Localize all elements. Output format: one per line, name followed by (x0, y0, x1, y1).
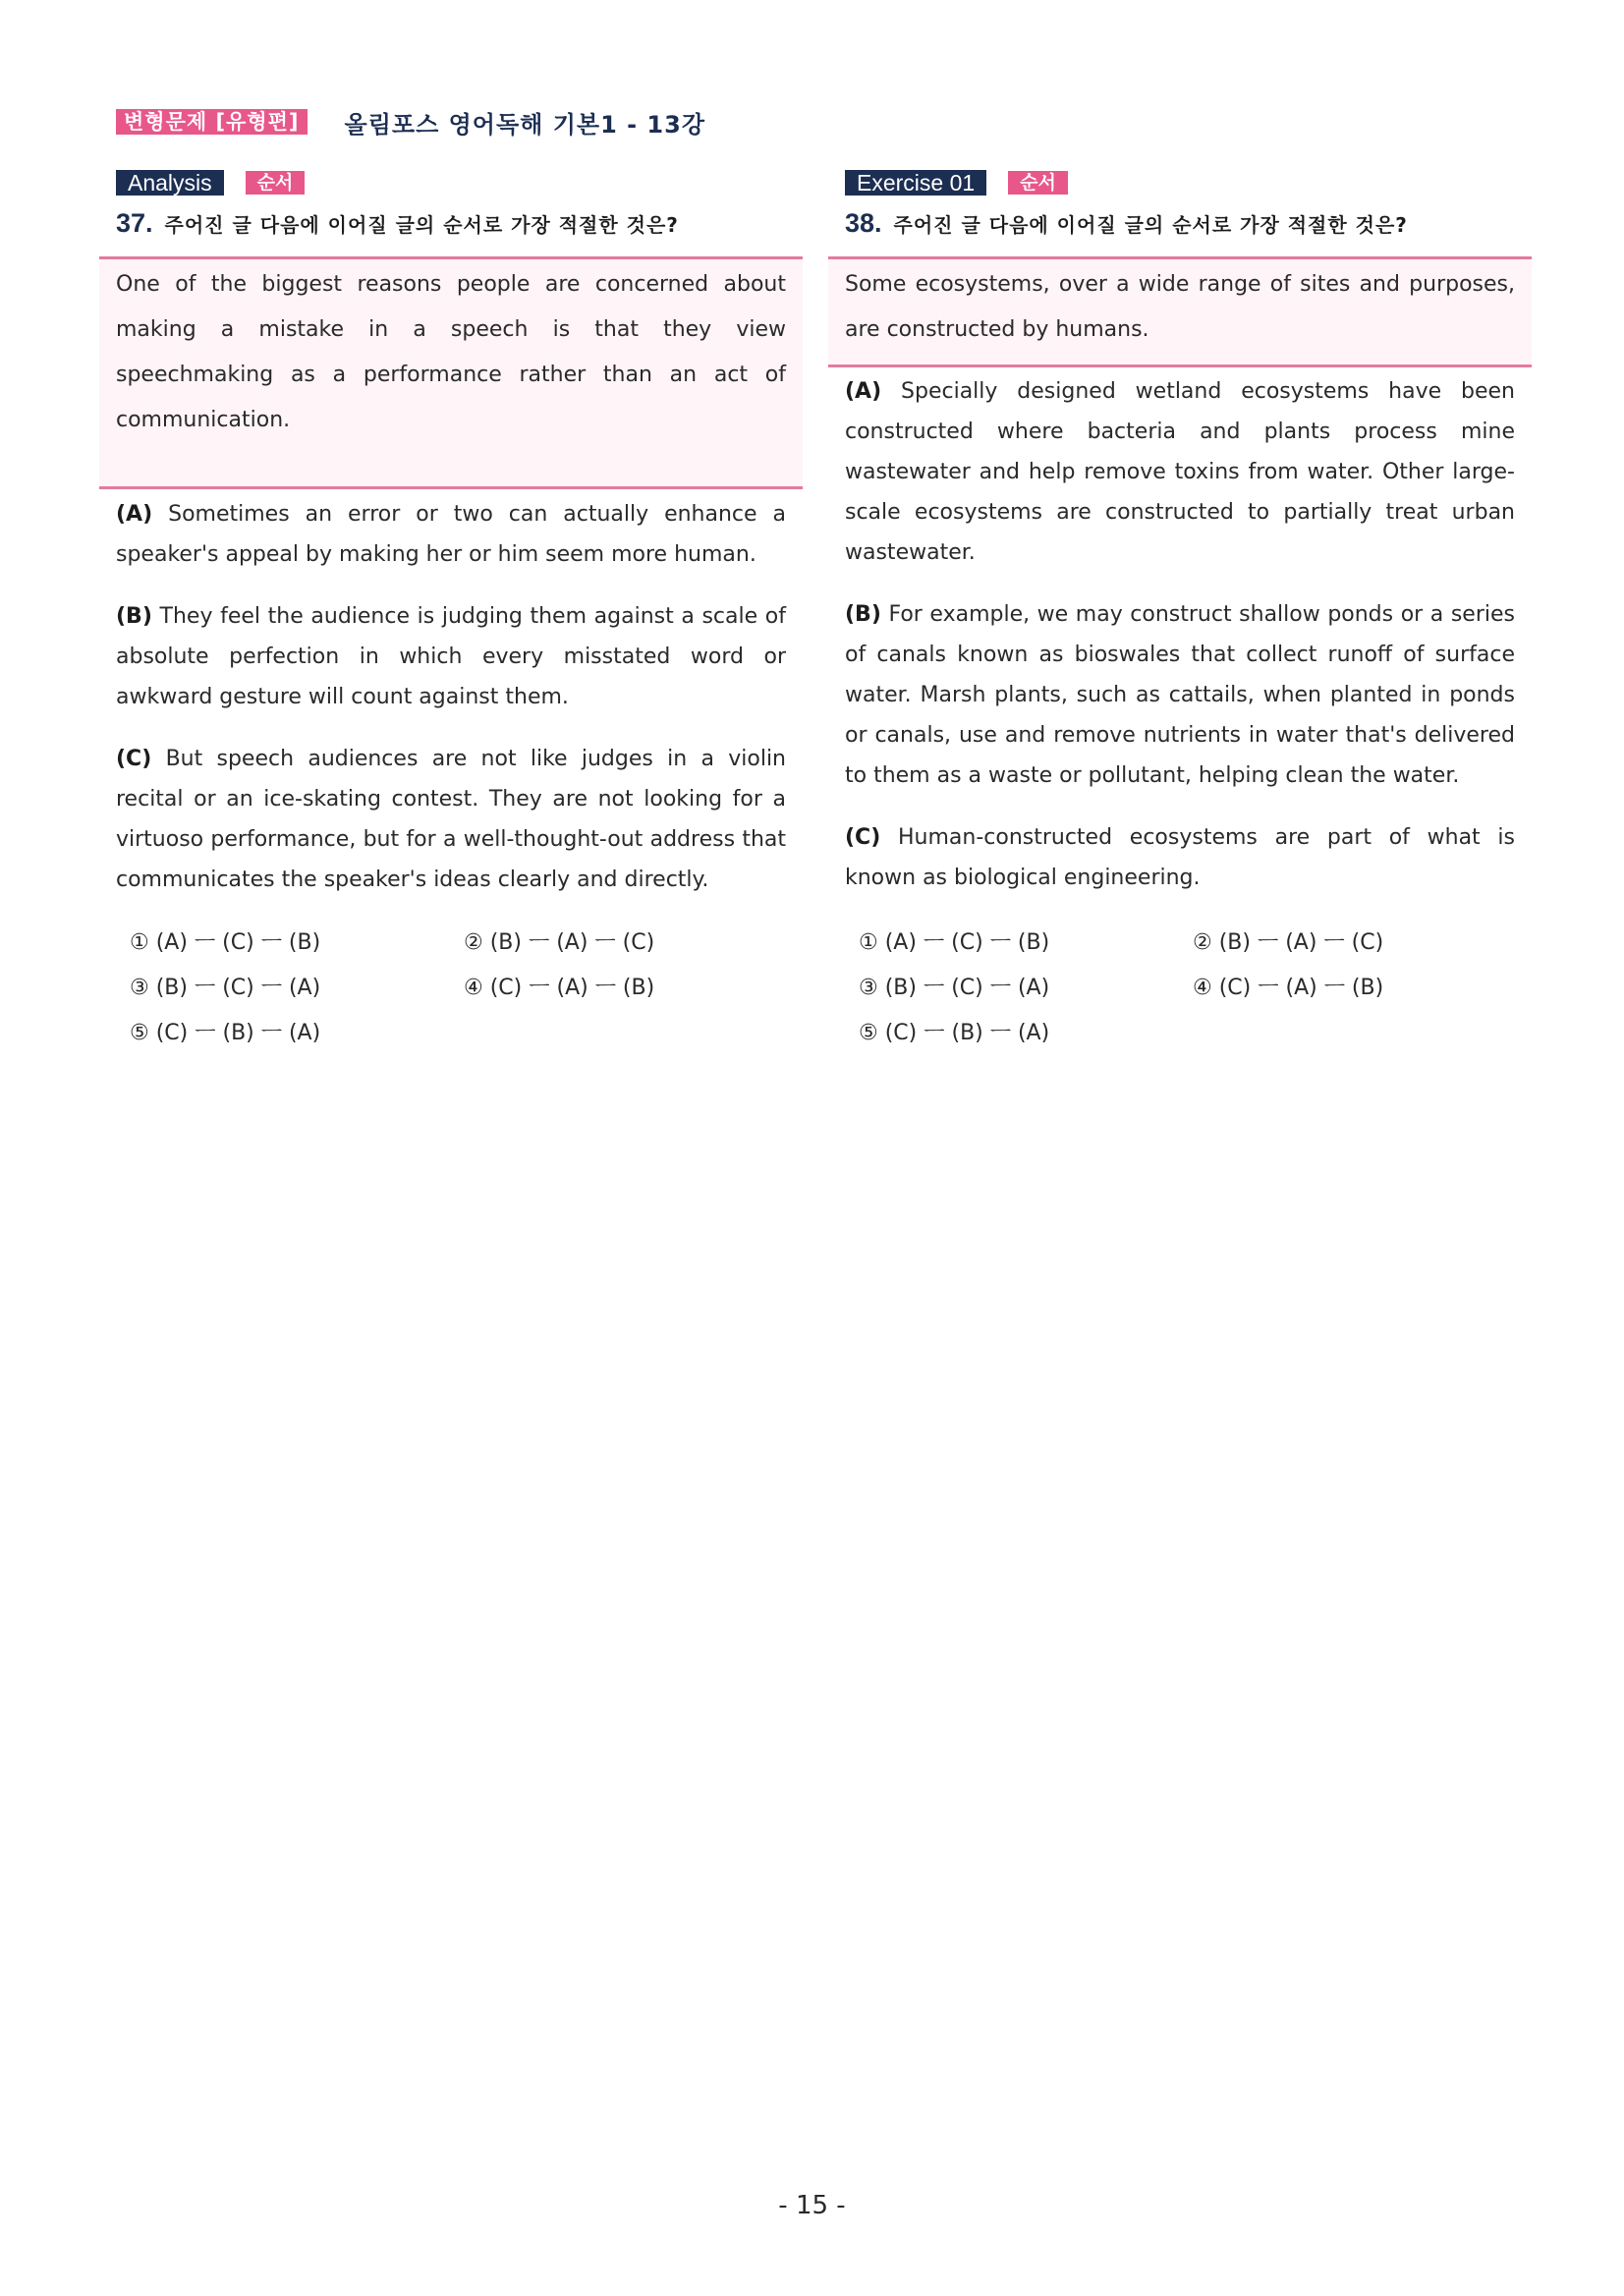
paragraph-b (116, 596, 786, 717)
page-number: - 15 - (778, 2191, 846, 2220)
exercise-label: Exercise 01 (845, 170, 986, 196)
paragraph-label: (C) (845, 825, 881, 850)
paragraph-c (845, 817, 1515, 898)
choice-2[interactable]: ② (B) ㅡ (A) ㅡ (C) (464, 930, 655, 955)
paragraph-label: (B) (845, 602, 881, 627)
choice-4[interactable]: ④ (C) ㅡ (A) ㅡ (B) (1193, 976, 1384, 1000)
paragraph-label: (A) (845, 379, 882, 404)
given-passage: One of the biggest reasons people are concerned about making a mistake in a speech is that they view speechmaking as a performance rather than an act of communication. (99, 256, 803, 489)
choice-2[interactable]: ② (B) ㅡ (A) ㅡ (C) (1193, 930, 1384, 955)
question-text: 주어진 글 다음에 이어질 글의 순서로 가장 적절한 것은? (164, 213, 679, 237)
paragraph-text: For example, we may construct shallow ponds or a series of canals known as bioswales that collect runoff of surface water. Marsh plants, such as cattails, when planted in ponds or canals, use and remove nutrients in water that's delivered to them as a waste or pollutant, helping clean the water. (845, 602, 1515, 788)
paragraph-text: Human-constructed ecosystems are part of what is known as biological engineering. (845, 825, 1515, 890)
paragraph-a (116, 494, 786, 575)
question-number: 38. (845, 208, 882, 238)
variant-type-badge: 변형문제 [유형편] (116, 109, 308, 135)
question-stem (116, 208, 803, 239)
question-text: 주어진 글 다음에 이어질 글의 순서로 가장 적절한 것은? (893, 213, 1408, 237)
answer-choices (130, 922, 803, 1055)
answer-choices (859, 922, 1532, 1055)
question-labels (845, 169, 1532, 196)
paragraph-c (116, 739, 786, 900)
question-labels (116, 169, 803, 196)
choice-5[interactable]: ⑤ (C) ㅡ (B) ㅡ (A) (859, 1021, 1050, 1045)
paragraph-a (845, 371, 1515, 573)
choice-1[interactable]: ① (A) ㅡ (C) ㅡ (B) (130, 930, 321, 955)
paragraph-label: (A) (116, 502, 153, 527)
question-37-column (99, 169, 803, 1055)
choice-1[interactable]: ① (A) ㅡ (C) ㅡ (B) (859, 930, 1050, 955)
paragraph-label: (B) (116, 604, 152, 629)
question-38-column (828, 169, 1532, 1055)
order-tag: 순서 (1008, 171, 1068, 195)
choice-3[interactable]: ③ (B) ㅡ (C) ㅡ (A) (859, 976, 1050, 1000)
paragraph-text: But speech audiences are not like judges in a violin recital or an ice-skating contest. They are not looking for a virtuoso performance, but for a well-thought-out address that communicates the speaker's ideas clearly and directly. (116, 747, 787, 892)
choice-4[interactable]: ④ (C) ㅡ (A) ㅡ (B) (464, 976, 655, 1000)
page-header (116, 106, 705, 138)
paragraph-text: They feel the audience is judging them against a scale of absolute perfection in which every misstated word or awkward gesture will count against them. (116, 604, 786, 709)
textbook-title: 올림포스 영어독해 기본1 - 13강 (344, 110, 706, 139)
paragraph-b (845, 594, 1515, 796)
analysis-label: Analysis (116, 170, 224, 196)
question-stem (845, 208, 1532, 239)
given-passage: Some ecosystems, over a wide range of sites and purposes, are constructed by humans. (828, 256, 1532, 367)
choice-3[interactable]: ③ (B) ㅡ (C) ㅡ (A) (130, 976, 321, 1000)
order-tag: 순서 (246, 171, 306, 195)
paragraph-text: Sometimes an error or two can actually enhance a speaker's appeal by making her or him seem more human. (116, 502, 786, 567)
paragraph-text: Specially designed wetland ecosystems have been constructed where bacteria and plants process mine wastewater and help remove toxins from water. Other large-scale ecosystems are constructed to partially treat urban wastewater. (845, 379, 1515, 565)
choice-5[interactable]: ⑤ (C) ㅡ (B) ㅡ (A) (130, 1021, 321, 1045)
question-number: 37. (116, 208, 153, 238)
paragraph-label: (C) (116, 747, 152, 771)
